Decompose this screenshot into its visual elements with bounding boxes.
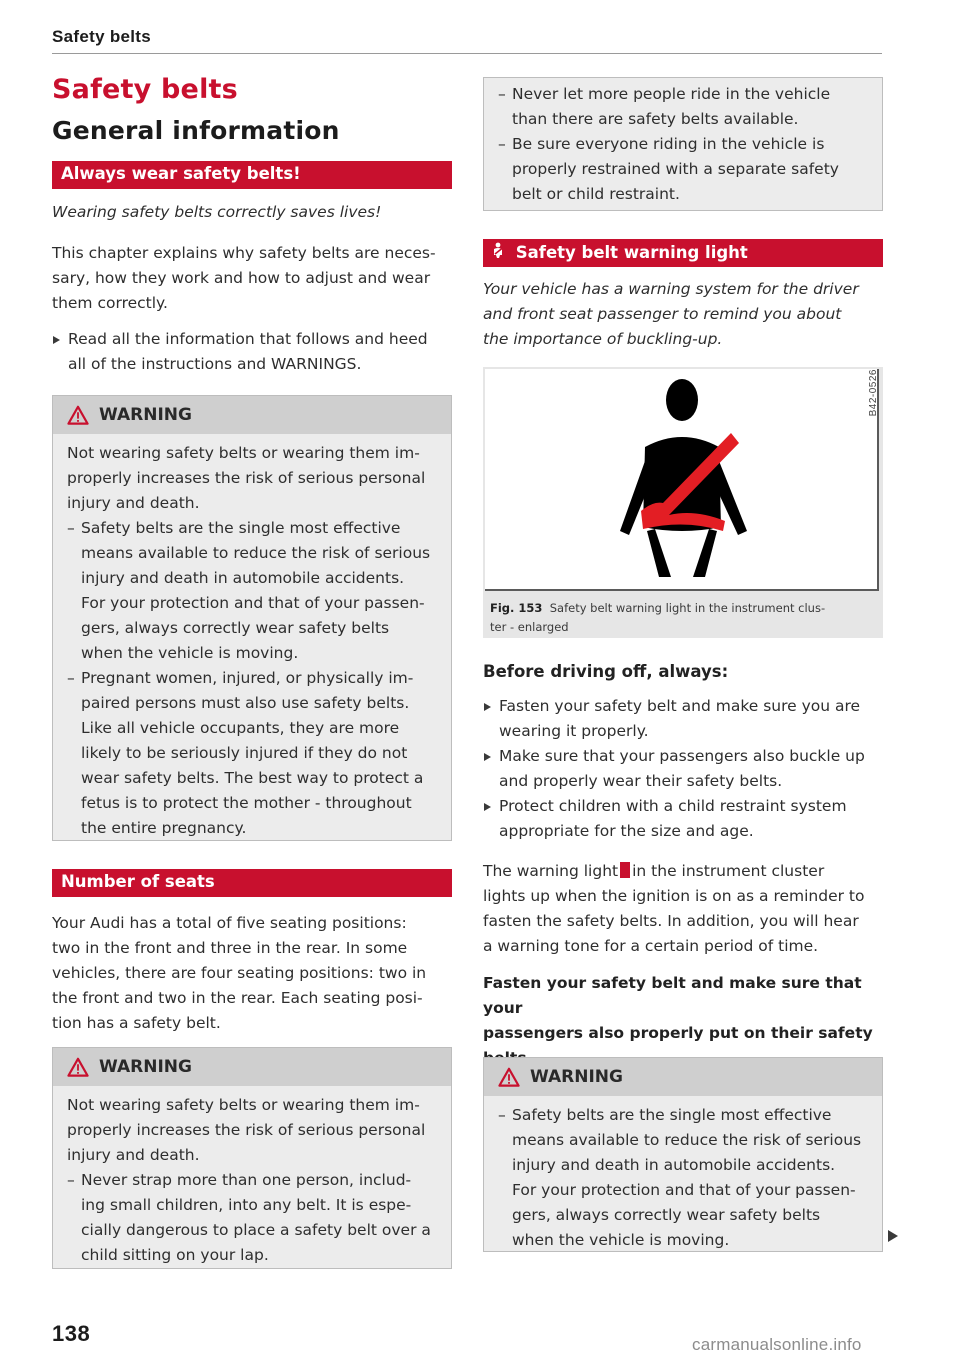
text-line: Make sure that your passengers also buckle up xyxy=(499,747,865,765)
warning-list-item xyxy=(67,1168,437,1268)
text-line: likely to be seriously injured if they do not xyxy=(81,744,408,762)
figure-image xyxy=(485,369,879,591)
text-line: For your protection and that of your passen- xyxy=(512,1181,856,1199)
bold-instruction xyxy=(483,971,883,1071)
arrow-bullet-icon xyxy=(53,336,60,344)
text-line: properly increases the risk of serious personal xyxy=(67,1121,426,1139)
arrow-bullet-icon xyxy=(484,803,491,811)
section-bar-label: Safety belt warning light xyxy=(515,243,748,262)
warning-body xyxy=(484,1096,882,1261)
arrow-list-item xyxy=(483,694,883,744)
figure-153 xyxy=(483,367,883,638)
header-rule xyxy=(52,53,882,54)
text-line: injury and death. xyxy=(67,1146,200,1164)
text-line: the entire pregnancy. xyxy=(81,819,247,837)
arrow-bullet-icon xyxy=(484,703,491,711)
text-line: passengers also properly put on their safety xyxy=(483,1024,873,1042)
continued-warning-box xyxy=(483,77,883,211)
warning-light-paragraph xyxy=(483,859,883,959)
text-line: and front seat passenger to remind you about xyxy=(483,305,842,323)
text-line: a warning tone for a certain period of time. xyxy=(483,937,819,955)
text-line: when the vehicle is moving. xyxy=(81,644,299,662)
text-line xyxy=(483,859,883,884)
dash-bullet: – xyxy=(67,519,75,537)
warning-title: WARNING xyxy=(99,405,192,425)
text-line: when the vehicle is moving. xyxy=(512,1231,730,1249)
warning-list-item xyxy=(67,666,437,841)
text-line: belt or child restraint. xyxy=(512,185,680,203)
arrow-bullet-icon xyxy=(484,753,491,761)
dash-bullet: – xyxy=(67,1171,75,1189)
text-line: lights up when the ignition is on as a reminder to xyxy=(483,887,865,905)
text-line: Your vehicle has a warning system for the driver xyxy=(483,280,859,298)
text-line: Like all vehicle occupants, they are more xyxy=(81,719,400,737)
seatbelt-warning-icon xyxy=(485,369,879,591)
section-bar-label: Always wear safety belts! xyxy=(61,164,301,183)
text-line: child sitting on your lap. xyxy=(81,1246,269,1264)
text-line: Not wearing safety belts or wearing them im- xyxy=(67,1096,420,1114)
dash-bullet: – xyxy=(498,1106,506,1124)
text-line: than there are safety belts available. xyxy=(512,110,799,128)
page-title: Safety belts xyxy=(52,74,238,105)
before-driving-heading: Before driving off, always: xyxy=(483,662,729,681)
warning-header xyxy=(53,396,451,434)
text-line: This chapter explains why safety belts are neces- xyxy=(52,244,436,262)
text-line: Never let more people ride in the vehicle xyxy=(512,85,831,103)
text-line: all of the instructions and WARNINGS. xyxy=(68,355,362,373)
section-bar-warning-light xyxy=(483,239,883,267)
text-line: sary, how they work and how to adjust and wear xyxy=(52,269,431,287)
dash-bullet: – xyxy=(498,135,506,153)
page-number: 138 xyxy=(52,1321,91,1346)
text-line: ing small children, into any belt. It is espe- xyxy=(81,1196,412,1214)
intro-paragraph xyxy=(52,241,452,316)
warning-title: WARNING xyxy=(99,1057,192,1077)
warning-body xyxy=(53,1086,451,1276)
arrow-list-item xyxy=(52,327,452,377)
running-head: Safety belts xyxy=(52,27,152,46)
section-bar-label: Number of seats xyxy=(61,872,215,891)
caption-line: ter - enlarged xyxy=(490,620,569,634)
lead-text xyxy=(483,277,883,352)
text-line: injury and death. xyxy=(67,494,200,512)
text-line: Not wearing safety belts or wearing them im- xyxy=(67,444,420,462)
arrow-list-item xyxy=(483,794,883,844)
seatbelt-small-icon xyxy=(492,242,504,258)
caption-line xyxy=(490,599,870,618)
text-line: wear safety belts. The best way to protect a xyxy=(81,769,424,787)
warning-list-item xyxy=(498,1103,868,1253)
text-line: injury and death in automobile accidents. xyxy=(512,1156,836,1174)
text-line: injury and death in automobile accidents. xyxy=(81,569,405,587)
text-line: appropriate for the size and age. xyxy=(499,822,754,840)
text-line: vehicles, there are four seating positions: two in xyxy=(52,964,427,982)
section-bar-always-wear xyxy=(52,161,452,189)
figure-code: B42-0526 xyxy=(868,369,879,417)
text-line: fasten the safety belts. In addition, you will hear xyxy=(483,912,859,930)
warning-list-item xyxy=(67,516,437,666)
text-line: means available to reduce the risk of serious xyxy=(81,544,431,562)
text-line: Fasten your safety belt and make sure you are xyxy=(499,697,861,715)
text-line: For your protection and that of your passen- xyxy=(81,594,425,612)
text-line: gers, always correctly wear safety belts xyxy=(512,1206,821,1224)
warning-list-item xyxy=(498,132,868,207)
text-line: Your Audi has a total of five seating positions: xyxy=(52,914,407,932)
text-line: cially dangerous to place a safety belt over a xyxy=(81,1221,431,1239)
text-line: Fasten your safety belt and make sure that your xyxy=(483,974,862,1017)
text-line: means available to reduce the risk of serious xyxy=(512,1131,862,1149)
before-driving-list xyxy=(483,694,883,844)
text-line: Safety belts are the single most effective xyxy=(81,519,401,537)
text-line: Never strap more than one person, includ- xyxy=(81,1171,412,1189)
text-fragment: The warning light xyxy=(483,862,619,880)
seatbelt-indicator-icon xyxy=(620,862,630,878)
warning-header xyxy=(53,1048,451,1086)
warning-header xyxy=(484,1058,882,1096)
text-line: paired persons must also use safety belts. xyxy=(81,694,410,712)
text-line: tion has a safety belt. xyxy=(52,1014,221,1032)
arrow-list-item xyxy=(483,744,883,794)
warning-triangle-icon xyxy=(67,1057,89,1077)
text-line: Read all the information that follows and heed xyxy=(68,330,428,348)
section-bar-number-of-seats xyxy=(52,869,452,897)
text-line: properly restrained with a separate safety xyxy=(512,160,839,178)
warning-box-3 xyxy=(483,1057,883,1252)
text-fragment: in the instrument cluster xyxy=(632,862,825,880)
section-title: General information xyxy=(52,116,340,145)
caption-text: Safety belt warning light in the instrument clus- xyxy=(549,601,826,615)
warning-list-item xyxy=(498,82,868,132)
text-line: Be sure everyone riding in the vehicle is xyxy=(512,135,825,153)
text-line: and properly wear their safety belts. xyxy=(499,772,783,790)
dash-bullet: – xyxy=(67,669,75,687)
lead-text: Wearing safety belts correctly saves lives! xyxy=(52,203,382,221)
text-line: properly increases the risk of serious personal xyxy=(67,469,426,487)
figure-caption xyxy=(490,599,870,637)
text-line: the front and two in the rear. Each seating posi- xyxy=(52,989,423,1007)
warning-triangle-icon xyxy=(67,405,89,425)
text-line: the importance of buckling-up. xyxy=(483,330,723,348)
warning-triangle-icon xyxy=(498,1067,520,1087)
warning-box-1 xyxy=(52,395,452,841)
text-line: wearing it properly. xyxy=(499,722,649,740)
instruction-item xyxy=(52,327,452,377)
text-line: Protect children with a child restraint system xyxy=(499,797,847,815)
dash-bullet: – xyxy=(498,85,506,103)
warning-body xyxy=(53,434,451,849)
warning-box-2 xyxy=(52,1047,452,1269)
text-line: Pregnant women, injured, or physically im- xyxy=(81,669,414,687)
text-line: them correctly. xyxy=(52,294,168,312)
text-line: two in the front and three in the rear. In some xyxy=(52,939,408,957)
continue-arrow-icon xyxy=(888,1230,898,1242)
text-line: Safety belts are the single most effective xyxy=(512,1106,832,1124)
text-line: fetus is to protect the mother - throughout xyxy=(81,794,412,812)
warning-title: WARNING xyxy=(530,1067,623,1087)
caption-label: Fig. 153 xyxy=(490,601,543,615)
text-line: gers, always correctly wear safety belts xyxy=(81,619,390,637)
seats-paragraph xyxy=(52,911,452,1036)
watermark: carmanualsonline.info xyxy=(692,1335,862,1354)
